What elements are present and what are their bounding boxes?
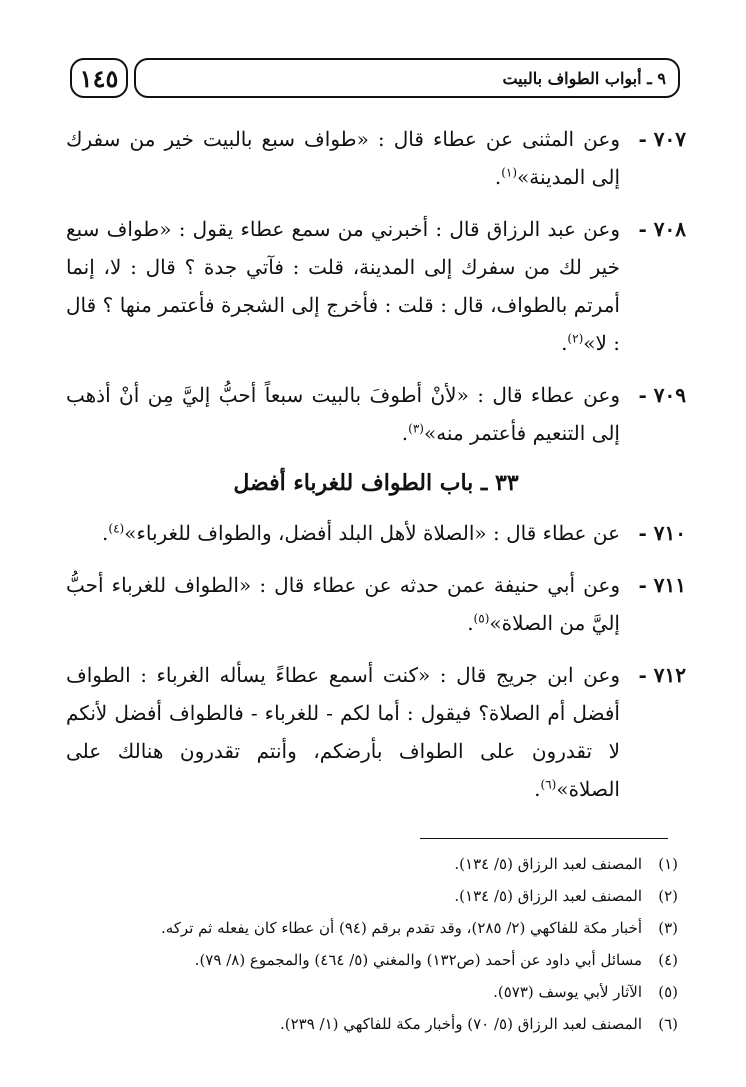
footnote-ref[interactable]: (١)	[501, 165, 518, 180]
entry	[66, 210, 686, 362]
footnote	[66, 912, 678, 944]
footnote-ref[interactable]: (٢)	[567, 331, 584, 346]
entry-number: ٧٠٧ -	[638, 127, 686, 151]
entry-text: وعن المثنى عن عطاء قال : «طواف سبع بالبيت خير من سفرك إلى المدينة»$^{(١)}$.	[66, 127, 620, 189]
entry-number: ٧٠٨ -	[638, 217, 686, 241]
page-header	[70, 58, 680, 102]
footnote	[66, 880, 678, 912]
entry-number: ٧٠٩ -	[638, 383, 686, 407]
footnote-text: مسائل أبي داود عن أحمد (ص١٣٢) والمغني (٥/ ٤٦٤) والمجموع (٨/ ٧٩).	[194, 951, 642, 969]
entry-text: عن عطاء قال : «الصلاة لأهل البلد أفضل، والطواف للغرباء»$^{(٤)}$.	[102, 521, 620, 545]
page-number: ١٤٥	[70, 58, 128, 98]
entry-number: ٧١١ -	[638, 573, 686, 597]
footnotes	[66, 848, 678, 1040]
entry	[66, 120, 686, 196]
entry-text: وعن عطاء قال : «لأنْ أطوفَ بالبيت سبعاً أحبُّ إليَّ مِن أنْ أذهب إلى التنعيم فأعتمر منه»$^{(٣)}$.	[66, 383, 620, 445]
footnote	[66, 944, 678, 976]
main-text	[66, 120, 686, 822]
footnote-ref[interactable]: (٣)	[408, 421, 424, 436]
footnote-ref[interactable]: (٤)	[108, 521, 125, 536]
footnote-number: (٤)	[658, 951, 678, 969]
footnote	[66, 1008, 678, 1040]
footnote-text: المصنف لعبد الرزاق (٥/ ١٣٤).	[454, 855, 642, 873]
footnote-text: الآثار لأبي يوسف (٥٧٣).	[493, 983, 642, 1001]
footnote-ref[interactable]: (٥)	[473, 611, 490, 626]
section-heading: ٣٣ ـ باب الطواف للغرباء أفضل	[233, 470, 519, 496]
entry	[66, 566, 686, 642]
footnote-number: (٣)	[658, 919, 678, 937]
entry-text: وعن أبي حنيفة عمن حدثه عن عطاء قال : «الطواف للغرباء أحبُّ إليَّ من الصلاة»$^{(٥)}$.	[66, 573, 620, 635]
footnote-text: أخبار مكة للفاكهي (٢/ ٢٨٥)، وقد تقدم برقم (٩٤) أن عطاء كان يفعله ثم تركه.	[160, 919, 642, 937]
running-title: ٩ ـ أبواب الطواف بالبيت	[134, 58, 680, 98]
footnote-number: (٥)	[658, 983, 678, 1001]
footnote-number: (٢)	[658, 887, 678, 905]
footnote-number: (١)	[658, 855, 678, 873]
entry-text: وعن عبد الرزاق قال : أخبرني من سمع عطاء يقول : «طواف سبع خير لك من سفرك إلى المدينة، قلت : فآتي جدة ؟ قال : لا، إنما أمرتم بالطواف، قال : قلت : فأخرج إلى الشجرة فأعتمر منها ؟ قال : لا»$^{(٢)}$.	[66, 217, 620, 355]
entry-text: وعن ابن جريج قال : «كنت أسمع عطاءً يسأله الغرباء : الطواف أفضل أم الصلاة؟ فيقول : أما لكم - للغرباء - فالطواف أفضل لأنكم لا تقدرون على الطواف بأرضكم، وأنتم تقدرون هنالك على الصلاة»$^{(٦)}$.	[66, 663, 620, 801]
entry	[66, 376, 686, 452]
entry-number: ٧١٠ -	[638, 521, 686, 545]
footnote-text: المصنف لعبد الرزاق (٥/ ١٣٤).	[454, 887, 642, 905]
entry-number: ٧١٢ -	[638, 663, 686, 687]
footnote	[66, 848, 678, 880]
footnote	[66, 976, 678, 1008]
footnote-text: المصنف لعبد الرزاق (٥/ ٧٠) وأخبار مكة للفاكهي (١/ ٢٣٩).	[279, 1015, 642, 1033]
footnote-divider	[420, 838, 668, 839]
entry	[66, 656, 686, 808]
entry	[66, 514, 686, 552]
footnote-ref[interactable]: (٦)	[540, 777, 557, 792]
footnote-number: (٦)	[658, 1015, 678, 1033]
